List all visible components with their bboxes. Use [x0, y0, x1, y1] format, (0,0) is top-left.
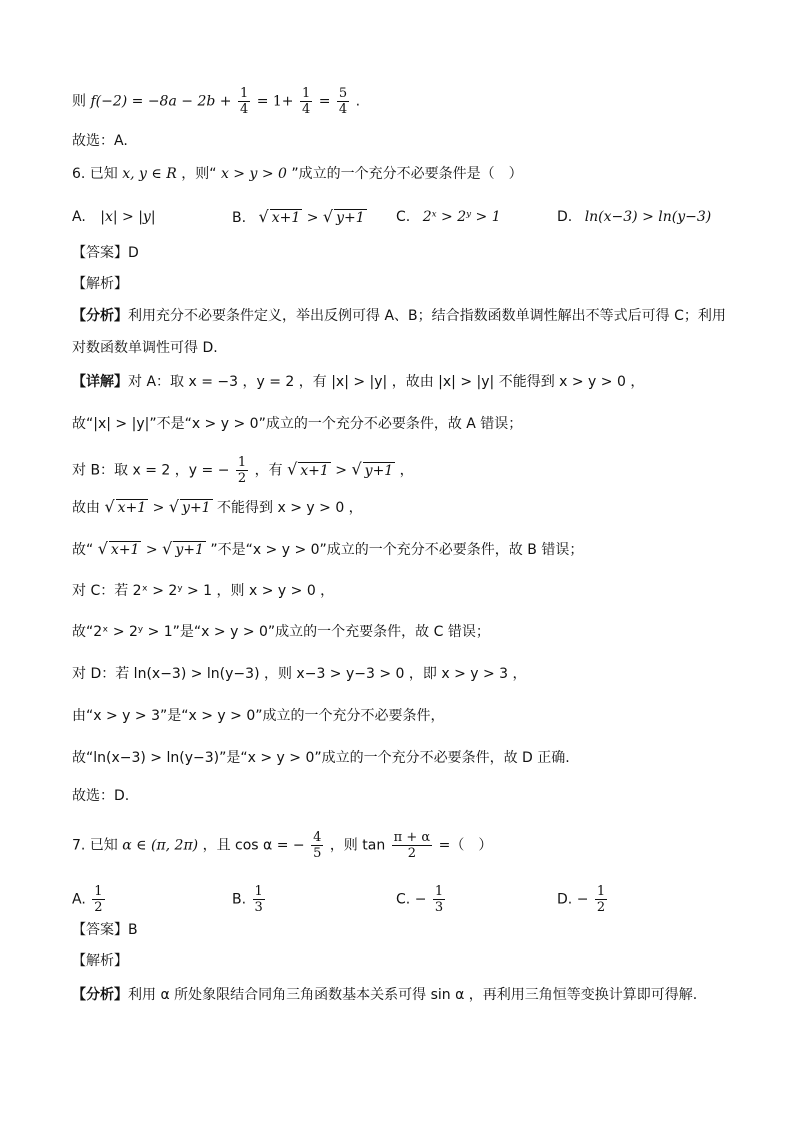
- math-expr: |x| > |y|: [100, 209, 156, 225]
- frac-den: 4: [239, 102, 249, 117]
- detail-c-line2: 故“2ˣ > 2ʸ > 1”是“x > y > 0”成立的一个充要条件，故 C 错误；: [72, 624, 490, 640]
- solution-line-f-minus-2: [72, 86, 360, 117]
- detail-d-line2: 由“x > y > 3”是“x > y > 0”成立的一个充分不必要条件，: [72, 708, 445, 724]
- q7-option-d: [557, 884, 609, 915]
- option-label: A.: [72, 891, 86, 908]
- fraction: [236, 455, 248, 486]
- text: 故“: [72, 542, 94, 558]
- analysis-label: 【解析】: [72, 276, 128, 292]
- sqrt-icon: √: [162, 539, 173, 558]
- analysis-heading-q6: [72, 274, 128, 294]
- q6-option-d: [557, 207, 711, 227]
- frac-num: 4: [313, 830, 322, 845]
- math-expr: 2ˣ > 2ʸ > 1: [422, 209, 501, 225]
- frac-den: 2: [596, 900, 606, 915]
- text: ，则 tan: [329, 837, 386, 854]
- math-expr: f(−2) = −8a − 2b +: [90, 93, 232, 110]
- text: ”成立的一个充分不必要条件是（ ）: [291, 166, 523, 182]
- text: 对 A：取 x = −3 ，y = 2 ，有 |x| > |y| ，故由 |x| > |y| 不能得到 x > y > 0 ，: [128, 374, 645, 390]
- radicand: y+1: [336, 210, 365, 226]
- radicand: x+1: [271, 210, 301, 226]
- analysis-heading-q7: 【解析】: [72, 953, 128, 969]
- option-label: B.: [232, 891, 247, 908]
- detail-label: 【详解】: [72, 374, 128, 390]
- sqrt-icon: √: [97, 539, 108, 558]
- sqrt-icon: √: [287, 459, 298, 479]
- math-expr: ln(x−3) > ln(y−3): [584, 209, 712, 225]
- fraction: [300, 86, 312, 117]
- text: 则: [72, 93, 86, 110]
- fraction: [238, 86, 250, 117]
- frac-num: 1: [301, 86, 311, 101]
- math-expr: α ∈ (π, 2π): [122, 837, 199, 854]
- math-expr: >: [306, 210, 319, 226]
- fenxi-label: 【分析】: [72, 987, 128, 1003]
- text: 故由: [72, 500, 100, 516]
- fraction: [595, 884, 607, 915]
- q7-option-b: [232, 884, 267, 915]
- frac-den: 2: [237, 471, 247, 486]
- text: =（ ）: [438, 837, 493, 854]
- frac-den: 4: [301, 102, 311, 117]
- math-expr: >: [145, 542, 158, 558]
- math-expr: x > y > 0: [220, 166, 287, 182]
- math-expr: −: [576, 891, 589, 908]
- frac-den: 2: [407, 846, 417, 861]
- math-expr: >: [152, 500, 165, 516]
- fenxi-q6-line2: 对数函数单调性可得 D.: [72, 340, 218, 356]
- text: 不能得到 x > y > 0 ，: [217, 500, 363, 516]
- option-label: D.: [557, 891, 573, 908]
- text: ，有: [254, 462, 283, 479]
- radicand: y+1: [175, 542, 204, 558]
- fraction: [92, 884, 104, 915]
- detail-d-line3: 故“ln(x−3) > ln(y−3)”是“x > y > 0”成立的一个充分不必要条件，故 D 正确.: [72, 750, 570, 766]
- detail-a-line2: 故“|x| > |y|”不是“x > y > 0”成立的一个充分不必要条件，故 A 错误；: [72, 416, 523, 432]
- sqrt-icon: √: [258, 207, 269, 226]
- q7-stem: [72, 830, 492, 861]
- fraction: [337, 86, 349, 117]
- radicand: y+1: [364, 462, 394, 479]
- text: 利用 α 所处象限结合同角三角函数基本关系可得 sin α ，再利用三角恒等变换计算即可得解.: [128, 987, 698, 1003]
- math-expr: x, y ∈ R: [122, 166, 177, 182]
- text: 7. 已知: [72, 837, 118, 854]
- option-label: B.: [232, 210, 247, 226]
- answer-q7: 【答案】B: [72, 922, 138, 938]
- answer-q6: [72, 243, 139, 263]
- q7-option-c: [396, 884, 447, 915]
- radicand: y+1: [182, 500, 211, 516]
- fraction: [433, 884, 445, 915]
- fraction: [392, 830, 432, 861]
- q6-option-c: [396, 207, 501, 227]
- frac-num: 1: [596, 884, 606, 899]
- q6-option-b: [232, 207, 367, 228]
- detail-b-line2: [72, 497, 363, 518]
- detail-d-line1: 对 D：若 ln(x−3) > ln(y−3) ，则 x−3 > y−3 > 0 ，即 x > y > 3 ，: [72, 666, 527, 682]
- frac-den: 5: [313, 846, 322, 861]
- text: .: [355, 93, 361, 110]
- frac-num: π + α: [393, 830, 431, 845]
- sqrt-icon: √: [168, 497, 180, 516]
- sqrt-icon: √: [351, 459, 362, 479]
- frac-num: 1: [94, 884, 103, 899]
- radicand: x+1: [117, 500, 147, 516]
- radicand: x+1: [300, 462, 329, 479]
- frac-den: 3: [254, 900, 263, 915]
- text: ，且 cos α = −: [202, 837, 305, 854]
- frac-num: 1: [434, 884, 444, 899]
- frac-num: 5: [338, 86, 348, 101]
- math-expr: = 1+: [256, 93, 294, 110]
- text: ”不是“x > y > 0”成立的一个充分不必要条件，故 B 错误；: [210, 542, 584, 558]
- choose-a: 故选：A.: [72, 133, 128, 149]
- radicand: x+1: [110, 542, 140, 558]
- text: 对 B：取 x = 2 ，y = −: [72, 462, 230, 479]
- detail-b-line1: [72, 455, 414, 486]
- math-expr: >: [335, 462, 348, 479]
- detail-a-line1: [72, 372, 644, 392]
- text: 利用充分不必要条件定义，举出反例可得 A、B；结合指数函数单调性解出不等式后可得 C；利用: [128, 308, 726, 324]
- frac-num: 1: [237, 455, 247, 470]
- frac-den: 3: [434, 900, 444, 915]
- text: 6. 已知: [72, 166, 118, 182]
- frac-num: 1: [239, 86, 249, 101]
- frac-den: 4: [338, 102, 348, 117]
- fenxi-q7-line1: [72, 985, 697, 1005]
- text: ，则“: [181, 166, 217, 182]
- option-label: D.: [557, 209, 573, 225]
- q7-option-a: [72, 884, 107, 915]
- fraction: [311, 830, 323, 861]
- q6-stem: [72, 164, 523, 184]
- detail-b-line3: [72, 539, 583, 560]
- detail-c-line1: 对 C：若 2ˣ > 2ʸ > 1 ，则 x > y > 0 ，: [72, 583, 335, 599]
- q6-option-a: [72, 207, 156, 227]
- sqrt-icon: √: [104, 497, 115, 516]
- text: ，: [399, 462, 414, 479]
- fenxi-q6-line1: [72, 306, 726, 326]
- math-expr: =: [318, 93, 331, 110]
- answer-text: 【答案】D: [72, 245, 139, 261]
- option-label: C.: [396, 891, 411, 908]
- fenxi-label: 【分析】: [72, 308, 128, 324]
- choose-d: 故选：D.: [72, 788, 130, 804]
- frac-num: 1: [254, 884, 263, 899]
- option-label: C.: [396, 209, 411, 225]
- option-label: A.: [72, 209, 86, 225]
- sqrt-icon: √: [322, 207, 334, 226]
- math-expr: −: [414, 891, 427, 908]
- frac-den: 2: [94, 900, 103, 915]
- fraction: [253, 884, 265, 915]
